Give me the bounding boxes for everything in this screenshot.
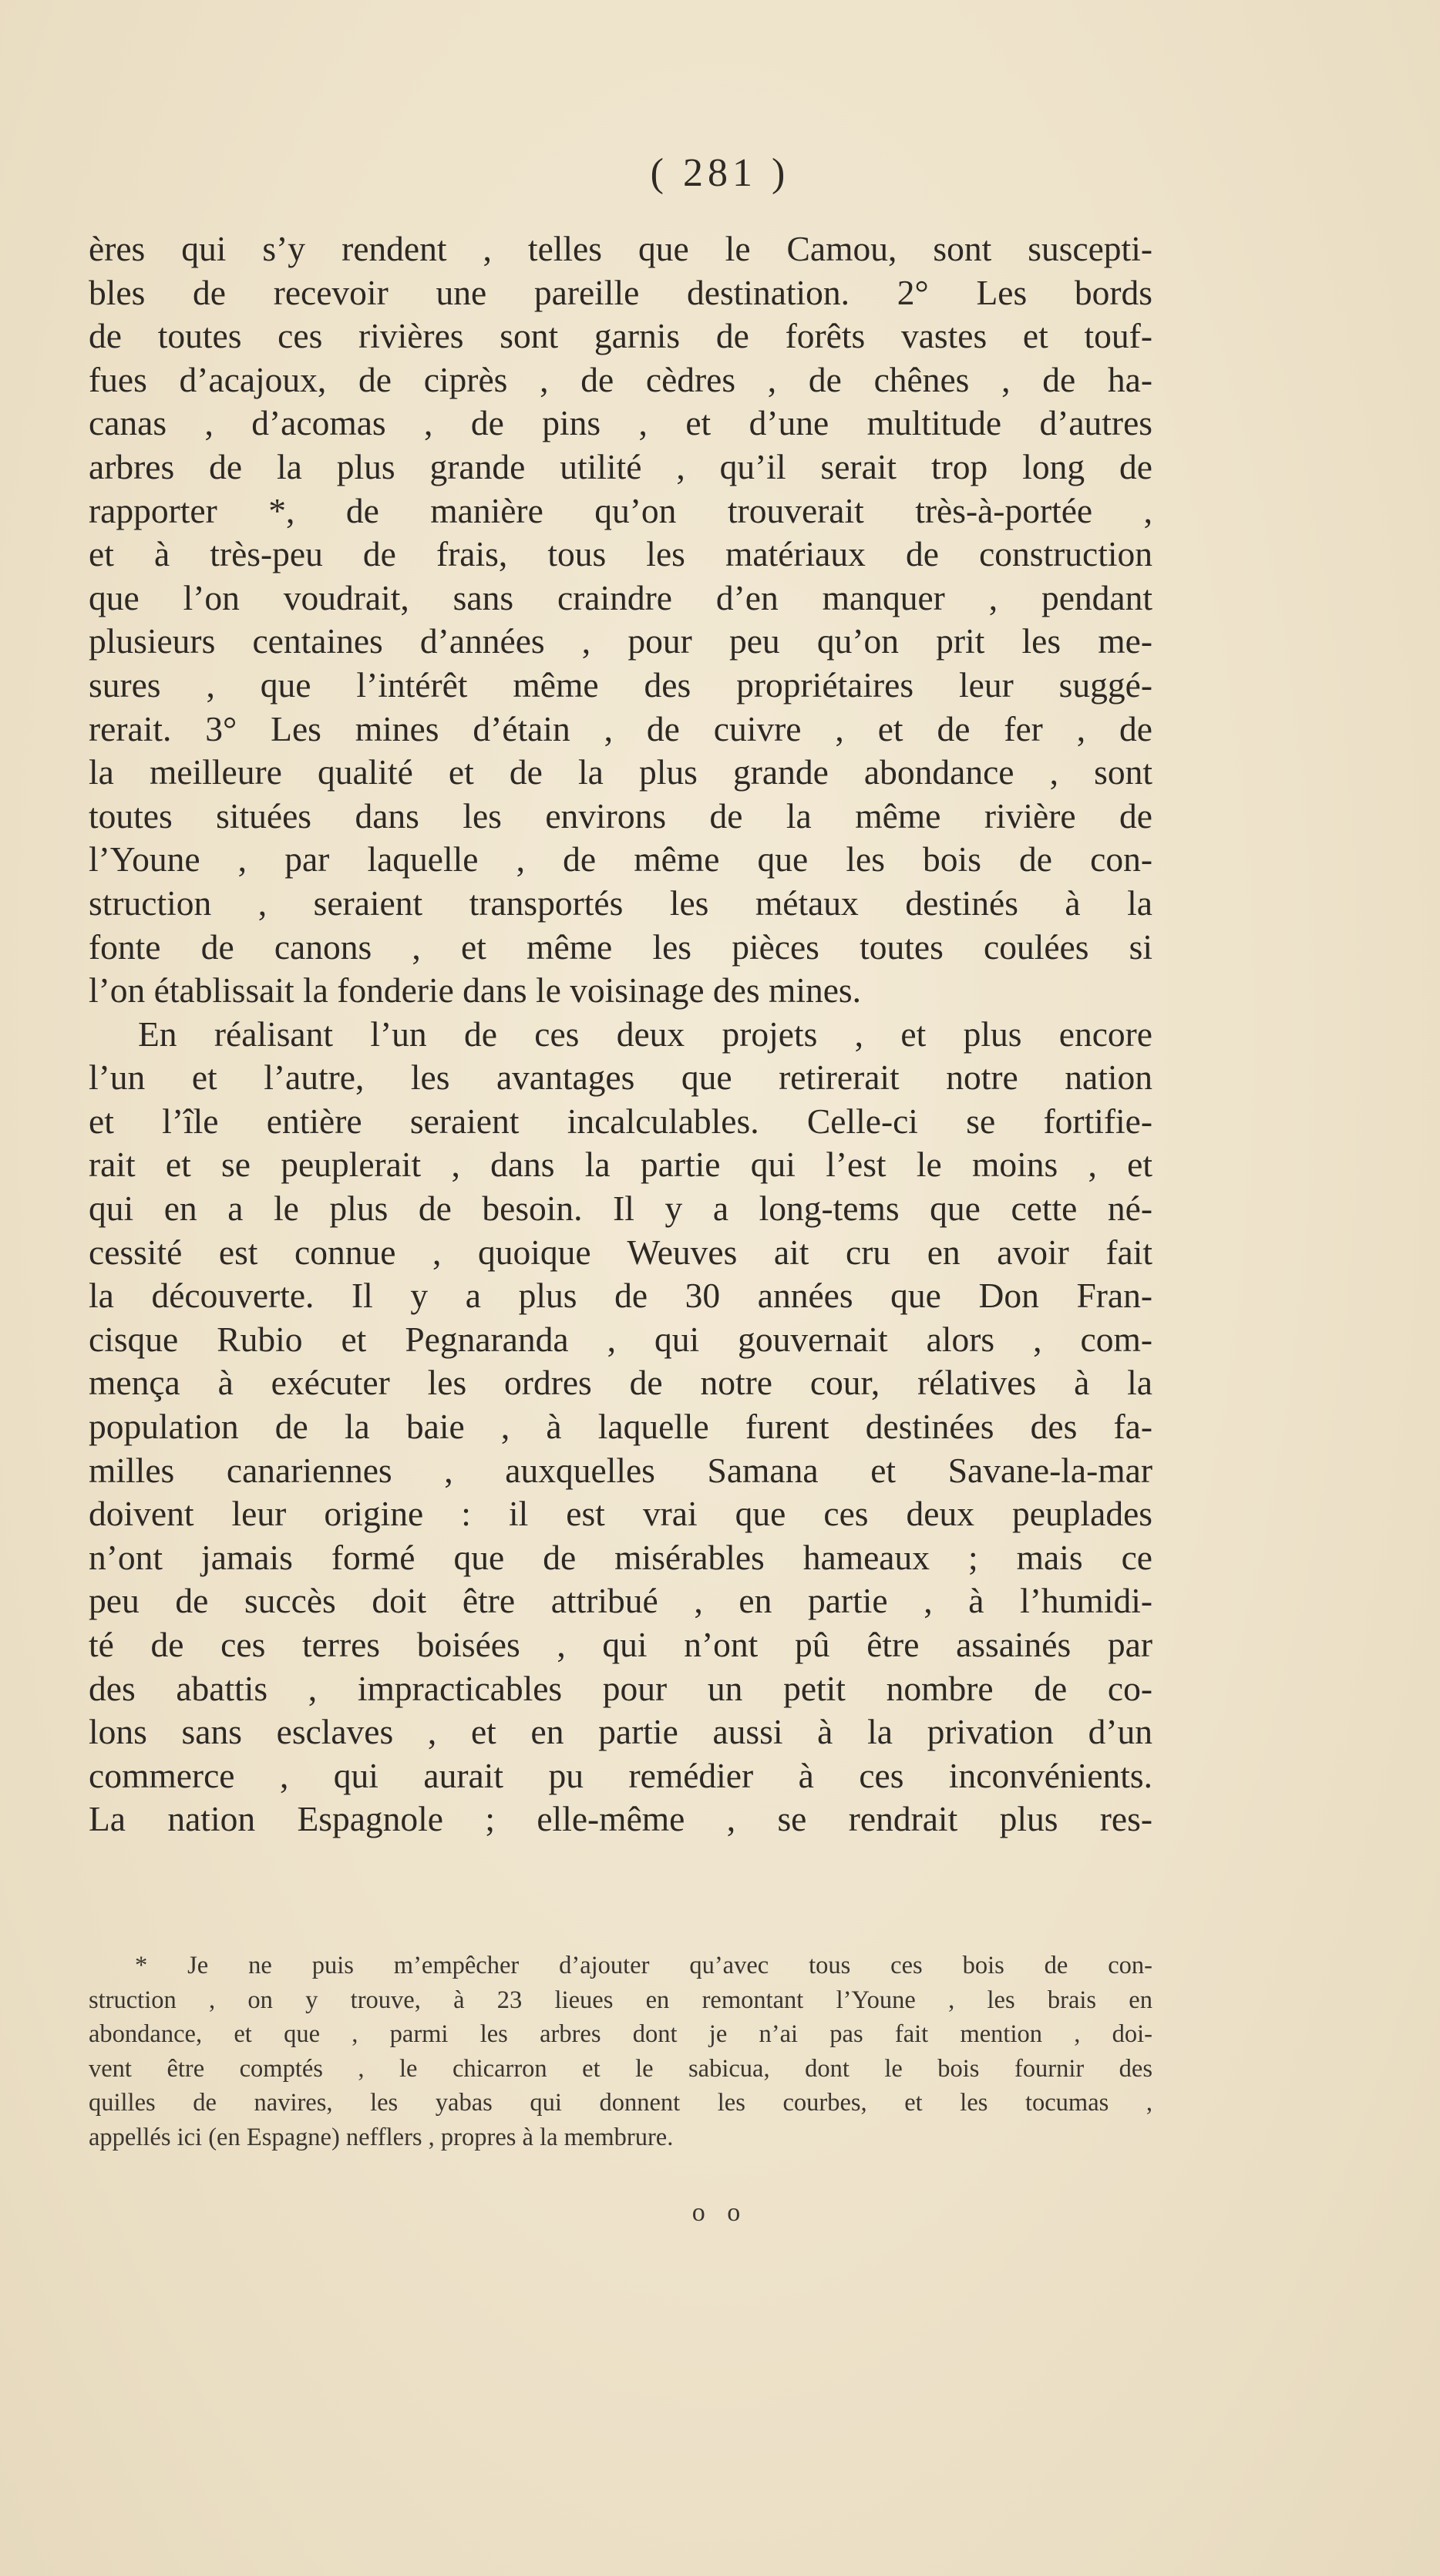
body-line: rait et se peuplerait , dans la partie qui l’est le moins , et: [89, 1145, 1152, 1185]
body-line: canas , d’acomas , de pins , et d’une multitude d’autres: [89, 403, 1152, 443]
body-line: la meilleure qualité et de la plus grande abondance , sont: [89, 752, 1152, 792]
body-line: n’ont jamais formé que de misérables hameaux ; mais ce: [89, 1537, 1152, 1577]
body-line: struction , seraient transportés les métaux destinés à la: [89, 883, 1152, 923]
body-line: bles de recevoir une pareille destination. 2° Les bords: [89, 272, 1152, 312]
body-line: toutes situées dans les environs de la même rivière de: [89, 795, 1152, 836]
body-line: fonte de canons , et même les pièces toutes coulées si: [89, 926, 1152, 967]
body-line: cessité est connue , quoique Weuves ait cru en avoir fait: [89, 1232, 1152, 1272]
body-line: et à très-peu de frais, tous les matériaux de construction: [89, 534, 1152, 574]
body-line: té de ces terres boisées , qui n’ont pû être assainés par: [89, 1625, 1152, 1664]
body-line: En réalisant l’un de ces deux projets , et plus encore: [138, 1014, 1152, 1054]
footnote-line: appellés ici (en Espagne) nefflers , propres à la membrure.: [89, 2123, 674, 2151]
body-line: rapporter *, de manière qu’on trouverait très-à-portée ,: [89, 490, 1152, 530]
body-line: la découverte. Il y a plus de 30 années que Don Fran-: [89, 1276, 1152, 1316]
body-line: que l’on voudrait, sans craindre d’en manquer , pendant: [89, 577, 1152, 617]
body-text: [89, 227, 1152, 1841]
body-line: l’on établissait la fonderie dans le voisinage des mines.: [89, 970, 861, 1011]
body-line: l’Youne , par laquelle , de même que les bois de con-: [89, 839, 1152, 879]
body-line: des abattis , impracticables pour un petit nombre de co-: [89, 1668, 1152, 1708]
body-line: peu de succès doit être attribué , en partie , à l’humidi-: [89, 1581, 1152, 1621]
body-line: population de la baie , à laquelle furent destinées des fa-: [89, 1407, 1152, 1447]
body-line: mença à exécuter les ordres de notre cour, rélatives à la: [89, 1363, 1152, 1403]
body-line: La nation Espagnole ; elle-même , se rendrait plus res-: [89, 1799, 1152, 1839]
body-line: lons sans esclaves , et en partie aussi à la privation d’un: [89, 1712, 1152, 1752]
signature-mark: o o: [691, 2198, 749, 2227]
body-line: commerce , qui aurait pu remédier à ces inconvénients.: [89, 1755, 1152, 1795]
body-line: plusieurs centaines d’années , pour peu qu’on prit les me-: [89, 621, 1152, 661]
footnote-line: vent être comptés , le chicarron et le sabicua, dont le bois fournir des: [89, 2054, 1152, 2083]
body-line: rerait. 3° Les mines d’étain , de cuivre , et de fer , de: [89, 708, 1152, 748]
footnote-line: * Je ne puis m’empêcher d’ajouter qu’avec tous ces bois de con-: [135, 1952, 1152, 1979]
body-line: cisque Rubio et Pegnaranda , qui gouvernait alors , com-: [89, 1319, 1152, 1359]
body-line: ères qui s’y rendent , telles que le Camou, sont suscepti-: [89, 229, 1152, 268]
body-line: arbres de la plus grande utilité , qu’il serait trop long de: [89, 446, 1152, 486]
body-line: sures , que l’intérêt même des propriétaires leur suggé-: [89, 664, 1152, 705]
footnote-line: quilles de navires, les yabas qui donnent les courbes, et les tocumas ,: [89, 2089, 1152, 2117]
body-line: milles canariennes , auxquelles Samana et Savane-la-mar: [89, 1450, 1152, 1490]
body-line: doivent leur origine : il est vrai que ces deux peuplades: [89, 1494, 1152, 1534]
body-line: qui en a le plus de besoin. Il y a long-tems que cette né-: [89, 1189, 1152, 1229]
body-line: et l’île entière seraient incalculables. Celle-ci se fortifie-: [89, 1101, 1152, 1141]
footnote-line: struction , on y trouve, à 23 lieues en remontant l’Youne , les brais en: [89, 1986, 1152, 2014]
page-number: ( 281 ): [650, 151, 790, 195]
body-line: de toutes ces rivières sont garnis de forêts vastes et touf-: [89, 316, 1152, 356]
footnote-line: abondance, et que , parmi les arbres dont je n’ai pas fait mention , doi-: [89, 2020, 1152, 2048]
body-line: l’un et l’autre, les avantages que retirerait notre nation: [89, 1058, 1152, 1098]
body-line: fues d’acajoux, de ciprès , de cèdres , de chênes , de ha-: [89, 359, 1152, 399]
footnote: [89, 1949, 1152, 2154]
